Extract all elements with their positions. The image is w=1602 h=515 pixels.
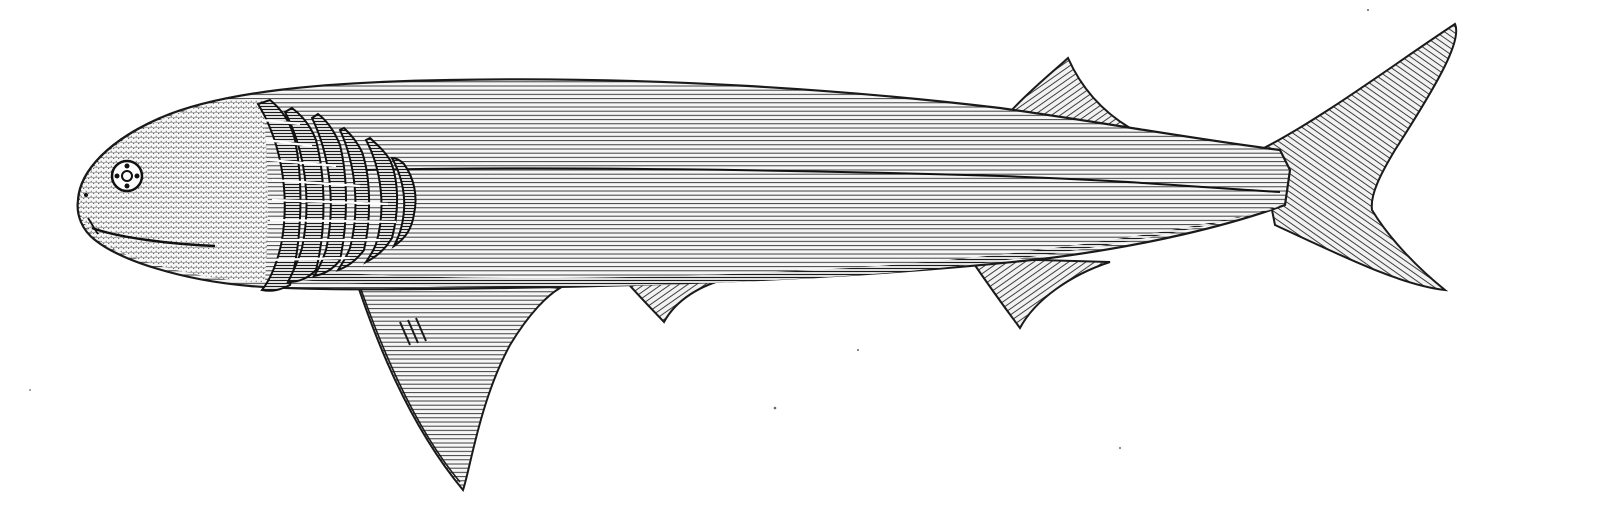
fish-head	[80, 99, 268, 282]
eye-icon	[112, 161, 142, 191]
anal-fin	[970, 258, 1110, 328]
caudal-fin	[1260, 24, 1456, 290]
pectoral-fin	[352, 268, 560, 490]
